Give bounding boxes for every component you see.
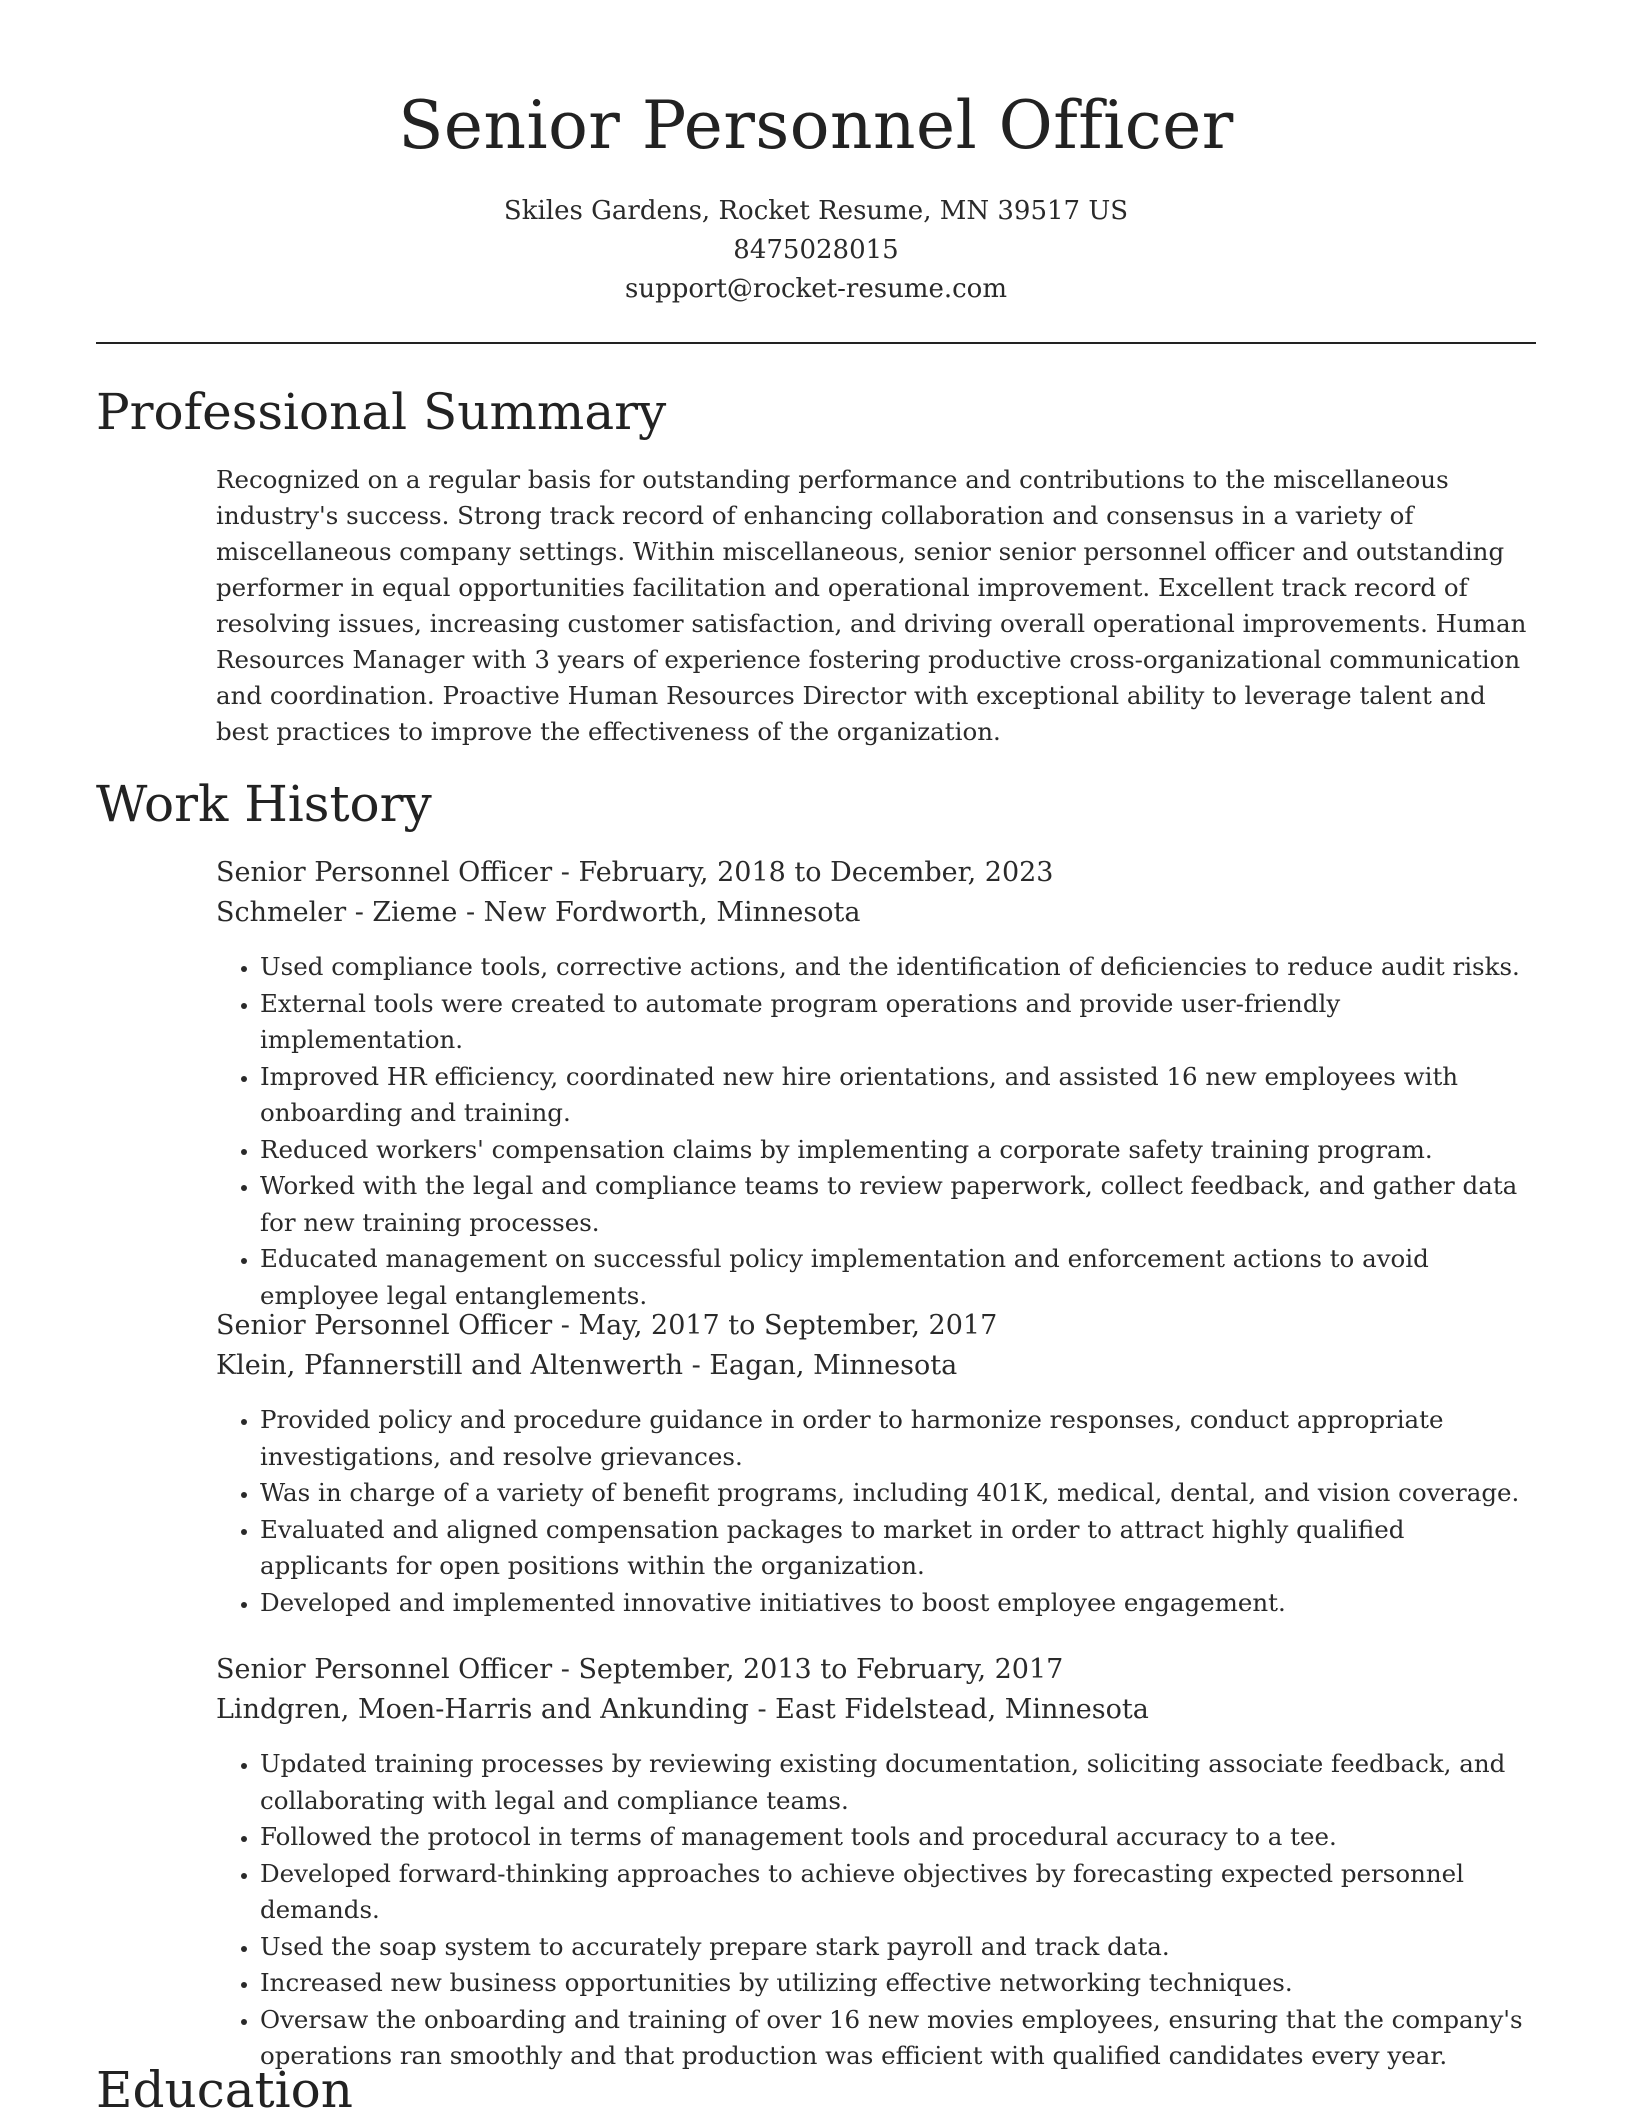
job-bullet: • Increased new business opportunities by utilizing effective networking techniques. <box>260 1965 1536 2002</box>
job-entry <box>216 1650 1536 2075</box>
job-company: Schmeler - Zieme <box>216 897 458 928</box>
job-location: Eagan, Minnesota <box>709 1350 958 1381</box>
job-company-line: Lindgren, Moen-Harris and Ankunding - East Fidelstead, Minnesota <box>216 1694 1149 1725</box>
job-bullet: • Oversaw the onboarding and training of over 16 new movies employees, ensuring that the company's operations ran smoothly and that production was efficient with qualified candidates every year. <box>260 2002 1536 2075</box>
education-heading: Education <box>96 2061 353 2119</box>
job-bullets <box>216 949 1536 1314</box>
job-location: New Fordworth, Minnesota <box>483 897 861 928</box>
job-entry <box>216 1306 1536 1621</box>
job-dates: May, 2017 to September, 2017 <box>578 1310 998 1341</box>
job-company-line: Klein, Pfannerstill and Altenwerth - Eagan, Minnesota <box>216 1350 958 1381</box>
job-bullet: • Improved HR efficiency, coordinated new hire orientations, and assisted 16 new employees with onboarding and training. <box>260 1059 1536 1132</box>
job-title-line: Senior Personnel Officer - February, 2018 to December, 2023 <box>216 857 1054 888</box>
job-bullet: • Was in charge of a variety of benefit programs, including 401K, medical, dental, and vision coverage. <box>260 1475 1536 1512</box>
job-title: Senior Personnel Officer <box>216 857 553 888</box>
job-bullet: • External tools were created to automate program operations and provide user-friendly implementation. <box>260 986 1536 1059</box>
job-bullets <box>216 1402 1536 1621</box>
candidate-name: Senior Personnel Officer <box>398 87 1234 164</box>
summary-heading: Professional Summary <box>96 383 667 441</box>
job-title: Senior Personnel Officer <box>216 1654 553 1685</box>
job-bullet: • Followed the protocol in terms of management tools and procedural accuracy to a tee. <box>260 1819 1536 1856</box>
job-bullet: • Worked with the legal and compliance teams to review paperwork, collect feedback, and gather data for new training processes. <box>260 1168 1536 1241</box>
job-dates: September, 2013 to February, 2017 <box>578 1654 1064 1685</box>
address: Skiles Gardens, Rocket Resume, MN 39517 US <box>503 196 1129 226</box>
job-company: Lindgren, Moen-Harris and Ankunding <box>216 1694 749 1725</box>
job-bullet: • Updated training processes by reviewing existing documentation, soliciting associate feedback, and collaborating with legal and compliance teams. <box>260 1746 1536 1819</box>
work-history-heading: Work History <box>96 775 432 833</box>
job-title-line: Senior Personnel Officer - September, 2013 to February, 2017 <box>216 1654 1064 1685</box>
job-title: Senior Personnel Officer <box>216 1310 553 1341</box>
job-bullet: • Used compliance tools, corrective actions, and the identification of deficiencies to reduce audit risks. <box>260 949 1536 986</box>
header-divider <box>96 342 1536 344</box>
resume-header <box>0 84 1632 309</box>
job-bullet: • Developed and implemented innovative initiatives to boost employee engagement. <box>260 1585 1536 1622</box>
job-title-line: Senior Personnel Officer - May, 2017 to September, 2017 <box>216 1310 998 1341</box>
job-location: East Fidelstead, Minnesota <box>775 1694 1149 1725</box>
job-bullet: • Educated management on successful policy implementation and enforcement actions to avoid employee legal entanglements. <box>260 1241 1536 1314</box>
job-bullets <box>216 1746 1536 2075</box>
job-bullet: • Developed forward-thinking approaches to achieve objectives by forecasting expected personnel demands. <box>260 1856 1536 1929</box>
job-dates: February, 2018 to December, 2023 <box>578 857 1054 888</box>
email: support@rocket-resume.com <box>624 274 1007 304</box>
job-entry <box>216 853 1536 1314</box>
phone: 8475028015 <box>733 235 899 265</box>
summary-text: Recognized on a regular basis for outstanding performance and contributions to the miscellaneous industry's success. Strong track record of enhancing collaboration and consensus in a variety of miscellaneous company settings. Within miscellaneous, senior senior personnel officer and outstanding performer in equal opportunities facilitation and operational improvement. Excellent track record of resolving issues, increasing customer satisfaction, and driving overall operational improvements. Human Resources Manager with 3 years of experience fostering productive cross-organizational communication and coordination. Proactive Human Resources Director with exceptional ability to leverage talent and best practices to improve the effectiveness of the organization. <box>216 465 1527 746</box>
job-company: Klein, Pfannerstill and Altenwerth <box>216 1350 684 1381</box>
job-bullet: • Used the soap system to accurately prepare stark payroll and track data. <box>260 1929 1536 1966</box>
job-bullet: • Reduced workers' compensation claims by implementing a corporate safety training program. <box>260 1132 1536 1169</box>
job-bullet: • Provided policy and procedure guidance in order to harmonize responses, conduct appropriate investigations, and resolve grievances. <box>260 1402 1536 1475</box>
job-company-line: Schmeler - Zieme - New Fordworth, Minnesota <box>216 897 861 928</box>
contact-block <box>0 192 1632 309</box>
job-bullet: • Evaluated and aligned compensation packages to market in order to attract highly qualified applicants for open positions within the organization. <box>260 1512 1536 1585</box>
